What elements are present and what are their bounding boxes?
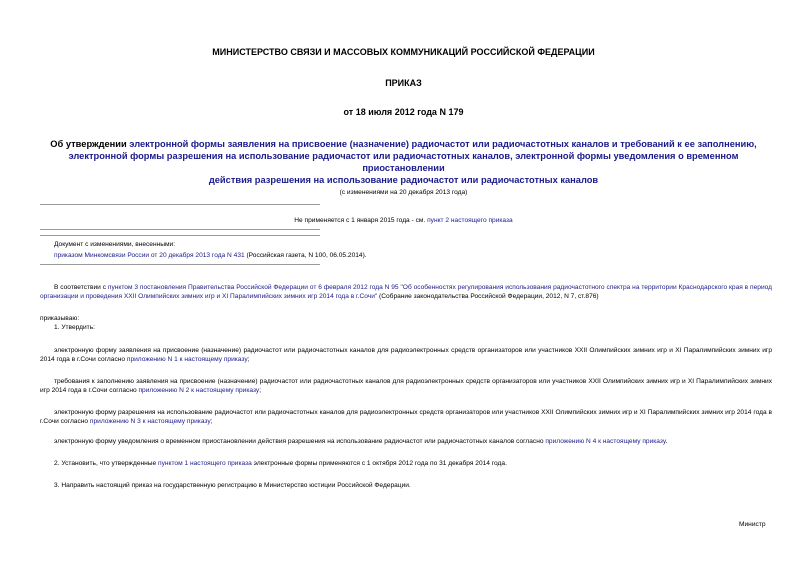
item-2-pre: 2. Установить, что утвержденные — [54, 460, 159, 467]
item-3: 3. Направить настоящий приказ на государственную регистрацию в Министерство юстиции Российской Федерации. — [54, 482, 411, 489]
not-applied-note — [0, 216, 807, 225]
list-item — [40, 377, 772, 395]
amended-note: (с изменениями на 20 декабря 2013 года) — [339, 189, 468, 196]
list-item-text: электронную форму разрешения на использование радиочастот или радиочастотных каналов для радиоэлектронных средств организаторов или участников XXII Олимпийских зимних игр и XI Паралимпийских зимних игр 2014 года в г.Сочи согласно — [40, 409, 772, 426]
title-prefix: Об утверждении — [50, 139, 130, 149]
item-2 — [40, 459, 772, 468]
divider — [40, 204, 320, 205]
list-item-text: электронную форму уведомления о временном приостановлении действия разрешения на использование радиочастот или радиочастотных каналов согласно — [54, 438, 546, 445]
item-2-link[interactable]: пунктом 1 настоящего приказа — [158, 460, 252, 467]
list-item — [40, 408, 772, 426]
title-link-line-1[interactable]: электронной формы заявления на присвоение (назначение) радиочастот или радиочастотных каналов и требований к ее заполнению, — [129, 139, 757, 149]
divider — [40, 264, 320, 265]
changes-doc-label: Документ с изменениями, внесенными: — [54, 241, 176, 248]
divider — [40, 235, 320, 236]
title-link-line-2[interactable]: электронной формы разрешения на использование радиочастот или радиочастотных каналов, электронной формы уведомления о временном приостановлении — [68, 151, 739, 173]
not-applied-link[interactable]: пункт 2 настоящего приказа — [427, 217, 513, 224]
doc-type-heading: ПРИКАЗ — [385, 78, 422, 88]
changes-doc-suffix: (Российская газета, N 100, 06.05.2014). — [244, 252, 367, 259]
not-applied-text: Не применяется с 1 января 2015 года - см. — [294, 217, 428, 224]
changes-doc-link[interactable]: приказом Минкомсвязи России от 20 декабря 2013 года N 431 — [54, 252, 245, 259]
ministry-heading: МИНИСТЕРСТВО СВЯЗИ И МАССОВЫХ КОММУНИКАЦИЙ РОССИЙСКОЙ ФЕДЕРАЦИИ — [212, 47, 595, 57]
changes-doc-line — [54, 251, 367, 260]
list-item — [40, 437, 772, 446]
document-title — [30, 138, 777, 186]
signature-role: Министр — [739, 521, 766, 528]
list-item-end: ; — [247, 356, 250, 364]
appendix-3-link[interactable]: приложению N 3 к настоящему приказу — [89, 418, 211, 426]
preamble-text-2: (Собрание законодательства Российской Федерации, 2012, N 7, ст.876) — [377, 293, 599, 301]
title-link-line-3[interactable]: действия разрешения на использование радиочастот или радиочастотных каналов — [208, 175, 599, 185]
divider — [40, 229, 320, 230]
date-number-heading: от 18 июля 2012 года N 179 — [343, 107, 464, 117]
list-item — [40, 346, 772, 364]
preamble-text-1: В соответствии с — [54, 284, 108, 291]
list-item-end: ; — [259, 387, 262, 395]
appendix-4-link[interactable]: приложению N 4 к настоящему приказу — [545, 438, 666, 445]
list-item-end: ; — [210, 418, 213, 426]
appendix-1-link[interactable]: приложению N 1 к настоящему приказу — [126, 356, 248, 364]
appendix-2-link[interactable]: приложению N 2 к настоящему приказу — [138, 387, 260, 395]
item-1: 1. Утвердить: — [54, 324, 95, 331]
list-item-text: требования к заполнению заявления на присвоение (назначение) радиочастот или радиочастотных каналов для радиоэлектронных средств организаторов или участников XXII Олимпийских зимних игр и XI Паралимпийских зимних игр 2014 года в г.Сочи согласно — [40, 378, 772, 395]
orders-word: приказываю: — [40, 315, 80, 322]
item-2-post: электронные формы применяются с 1 октября 2012 года по 31 декабря 2014 года. — [251, 460, 507, 467]
list-item-end: . — [665, 438, 668, 445]
list-item-text: электронную форму заявления на присвоение (назначение) радиочастот или радиочастотных каналов для радиоэлектронных средств организаторов или участников XXII Олимпийских зимних игр и XI Паралимпийских зимних игр 2014 года в г.Сочи согласно — [40, 347, 772, 364]
preamble-paragraph — [40, 283, 772, 301]
preamble-link[interactable]: пунктом 3 постановления Правительства Российской Федерации от 6 февраля 2012 года N 95 "Об особенностях регулирования использования радиочастотного спектра на территории Краснодарского края в период организации и проведения XXII Олимпийских зимних игр и XI Паралимпийских зимних игр 2014 года в г.Сочи" — [40, 284, 773, 301]
